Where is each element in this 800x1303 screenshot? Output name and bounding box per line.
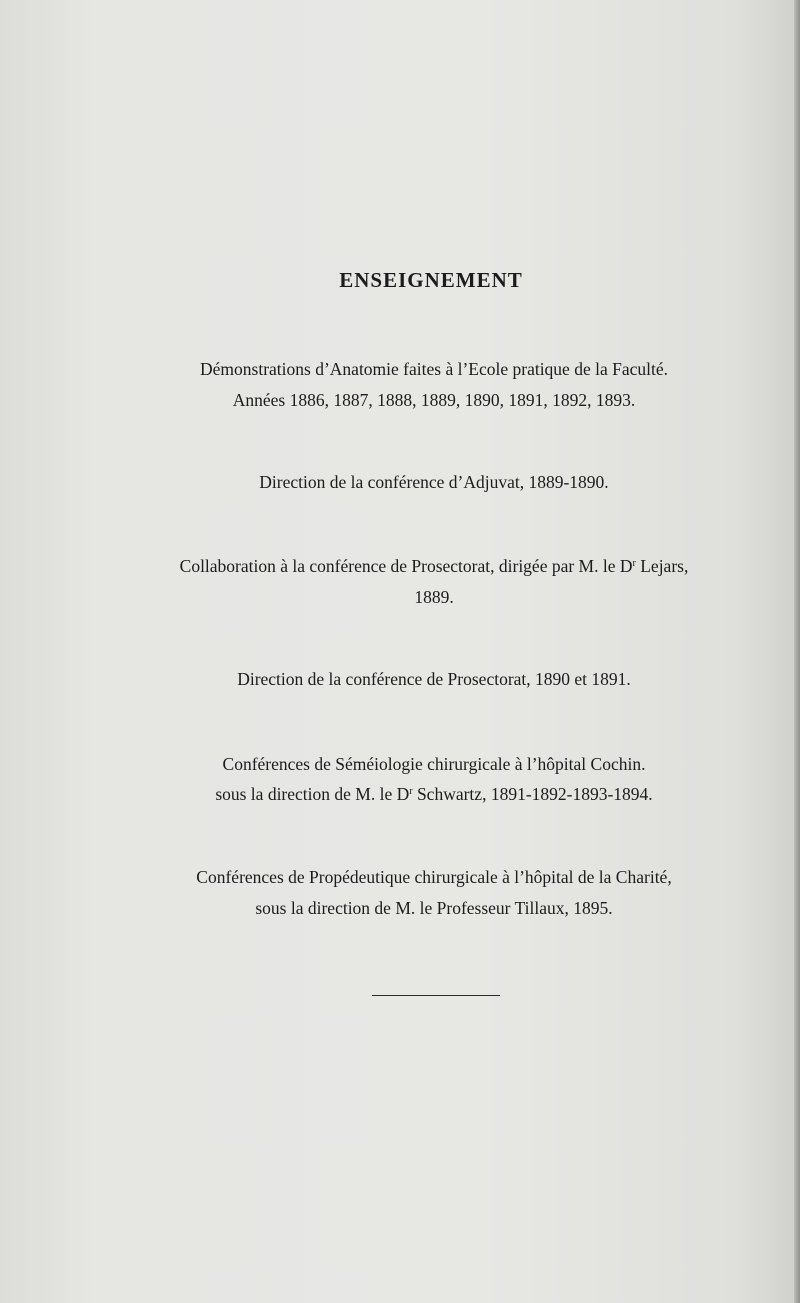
entry-prosectorat-collaboration-line-2: 1889. — [414, 587, 454, 607]
entry-anatomy-line-2: Années 1886, 1887, 1888, 1889, 1890, 1891, 1892, 1893. — [232, 390, 636, 410]
semeiologie-direction-name: Schwartz, 1891-1892-1893-1894. — [412, 784, 653, 804]
page-edge-shadow — [794, 0, 800, 1303]
entry-semeiologie-line-2 — [0, 784, 800, 804]
doctor-abbrev-superscript: r — [632, 558, 636, 569]
entry-prosectorat-direction: Direction de la conférence de Prosectorat, 1890 et 1891. — [237, 669, 631, 689]
entry-prosectorat-collaboration-line-1 — [0, 556, 800, 576]
closing-rule — [372, 995, 500, 996]
prosectorat-collaboration-name: Lejars, — [635, 556, 689, 576]
doctor-abbrev-superscript: r — [409, 786, 413, 797]
prosectorat-collaboration-text: Collaboration à la conférence de Prosectorat, dirigée par M. le D — [179, 556, 633, 576]
entry-propedeutique-line-1: Conférences de Propédeutique chirurgicale à l’hôpital de la Charité, — [196, 867, 672, 887]
semeiologie-direction-text: sous la direction de M. le D — [215, 784, 410, 804]
entry-anatomy-line-1: Démonstrations d’Anatomie faites à l’Ecole pratique de la Faculté. — [200, 359, 668, 379]
entry-adjuvat: Direction de la conférence d’Adjuvat, 1889-1890. — [259, 472, 609, 492]
entry-propedeutique-line-2: sous la direction de M. le Professeur Tillaux, 1895. — [255, 898, 613, 918]
entry-semeiologie-line-1: Conférences de Séméiologie chirurgicale à l’hôpital Cochin. — [222, 754, 646, 774]
section-heading: ENSEIGNEMENT — [339, 268, 523, 292]
